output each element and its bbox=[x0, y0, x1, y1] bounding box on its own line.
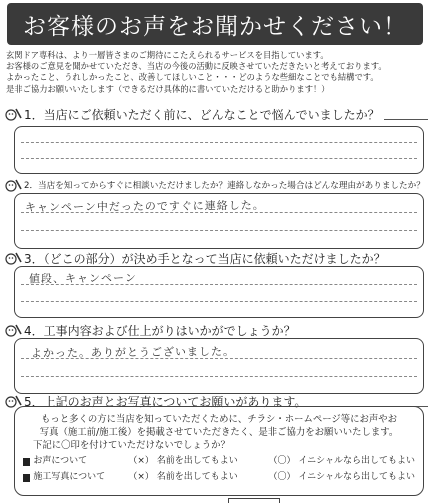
option-text-name: 名前を出してもよい bbox=[156, 472, 238, 482]
pencil-face-icon bbox=[4, 106, 24, 122]
question-text: 4．工事内容および仕上がりはいかがでしょうか？ bbox=[24, 323, 296, 338]
option-text-initial: イニシャルなら出してもよい bbox=[298, 456, 415, 466]
question-text: 2．当店を知ってからすぐに相談いただけましたか？連絡しなかった場合はどんな理由がありましたか？ bbox=[24, 181, 425, 191]
pencil-face-icon bbox=[4, 177, 24, 193]
question-text: 5．上記のお声とお写真についてお願いがあります。 bbox=[24, 394, 307, 409]
answer-line bbox=[21, 158, 417, 159]
option-mark-initial[interactable]: （〇） bbox=[268, 472, 296, 482]
pencil-face-icon bbox=[4, 250, 24, 266]
intro-line: お客様のご意見を聞かせていただき、当店の今後の活動に反映させていただきたいと考えております。 bbox=[6, 61, 387, 72]
answer-line bbox=[21, 212, 417, 213]
consent-option-photo bbox=[23, 471, 415, 484]
consent-text: 写真（施工前/施工後）を掲載させていただきたく、是非ご協力をお願いいたします。 bbox=[39, 427, 399, 438]
divider bbox=[384, 118, 428, 120]
intro-line: 玄関ドア専科は、より一層皆さまのご期待にこたえられるサービスを目指しています。 bbox=[6, 50, 329, 60]
option-mark-name[interactable]: （×） bbox=[128, 472, 154, 482]
intro-line: よかったこと、うれしかったこと、改善してほしいこと・・・どのような些細なことでも結構です。 bbox=[6, 72, 379, 83]
handwritten-answer: キャンペーン中だったのですぐに連絡した。 bbox=[24, 198, 265, 215]
answer-line bbox=[21, 284, 417, 285]
page-edge-mark bbox=[228, 498, 280, 503]
option-label: お声について bbox=[33, 456, 88, 466]
answer-box-2[interactable] bbox=[14, 193, 424, 249]
answer-box-1[interactable] bbox=[14, 126, 424, 174]
consent-text: もっと多くの方に当店を知っていただくために、チラシ・ホームページ等にお声やお bbox=[40, 414, 398, 425]
handwritten-answer: 値段、キャンペーン bbox=[28, 271, 137, 286]
consent-box bbox=[14, 406, 424, 496]
square-bullet-icon bbox=[23, 458, 30, 466]
question-text: 3．（どこの部分）が決め手となって当店に依頼いただけましたか？ bbox=[24, 251, 386, 266]
page-title: お客様のお声をお聞かせください！ bbox=[7, 3, 423, 45]
handwritten-answer: よかった。ありがとうございました。 bbox=[30, 345, 236, 360]
answer-line bbox=[21, 358, 417, 359]
question-3 bbox=[4, 250, 428, 266]
answer-box-4[interactable] bbox=[14, 338, 424, 394]
answer-line bbox=[21, 376, 417, 377]
option-mark-name[interactable]: （×） bbox=[128, 456, 154, 466]
question-text: 1．当店にご依頼いただく前に、どんなことで悩んでいましたか？ bbox=[24, 107, 380, 122]
answer-line bbox=[21, 230, 417, 231]
intro-text bbox=[6, 50, 426, 95]
answer-line bbox=[21, 301, 417, 302]
option-text-initial: イニシャルなら出してもよい bbox=[298, 472, 415, 482]
answer-line bbox=[21, 142, 417, 143]
answer-box-3[interactable] bbox=[14, 266, 424, 318]
option-mark-initial[interactable]: （〇） bbox=[268, 456, 296, 466]
question-2 bbox=[4, 177, 428, 193]
intro-line: 是非ご協力お願いいたします（できるだけ具体的に書いていただけると助かります！） bbox=[6, 83, 330, 94]
option-text-name: 名前を出してもよい bbox=[156, 456, 238, 466]
question-4 bbox=[4, 322, 428, 338]
option-label: 施工写真について bbox=[33, 472, 106, 482]
square-bullet-icon bbox=[23, 474, 30, 482]
consent-option-voice bbox=[23, 455, 415, 468]
consent-text: 下記に〇印を付けていただけないでしょうか？ bbox=[33, 440, 230, 451]
question-1 bbox=[4, 106, 428, 122]
pencil-face-icon bbox=[4, 322, 24, 338]
